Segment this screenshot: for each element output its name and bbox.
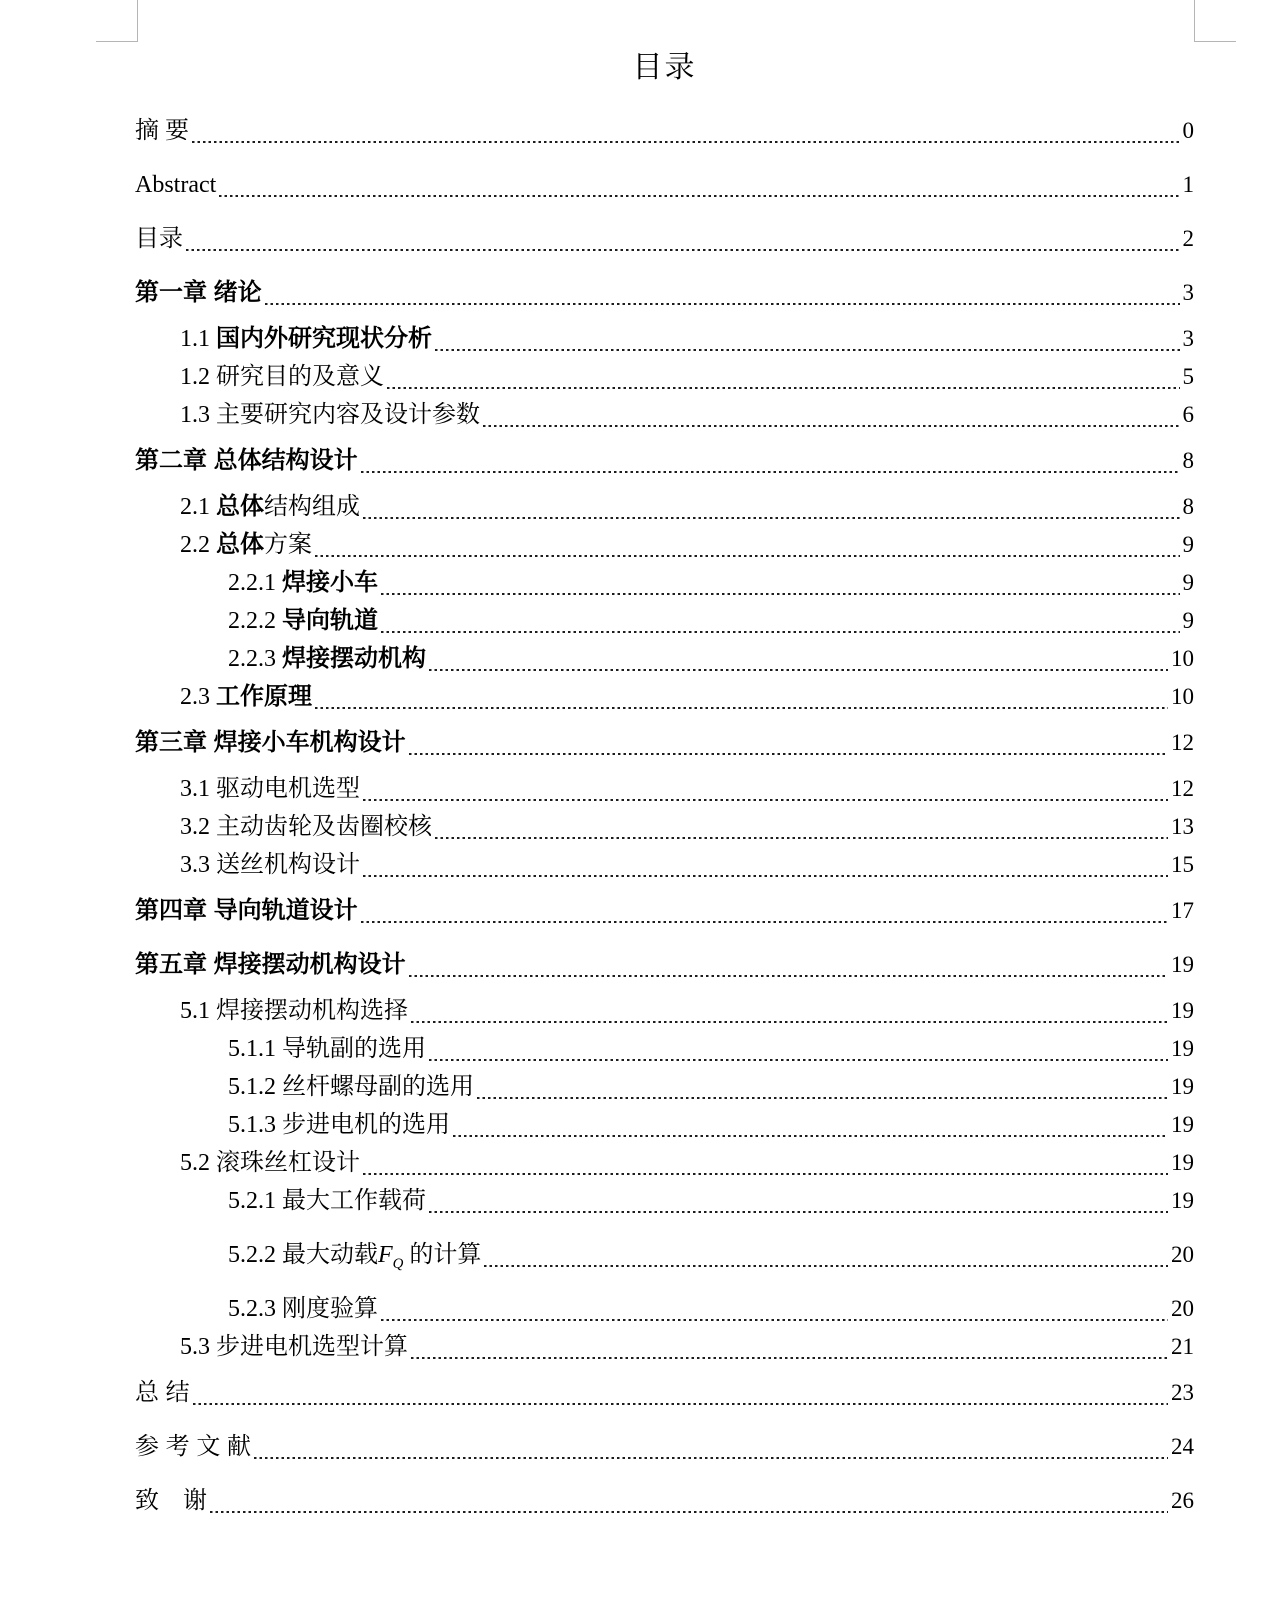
toc-entry-label xyxy=(228,1107,450,1144)
page-number: 19 xyxy=(1171,1112,1194,1137)
toc-entry-text-segment: 1.1 xyxy=(180,326,216,352)
toc-entry-label xyxy=(228,1291,378,1328)
toc-entry[interactable] xyxy=(135,320,1194,358)
toc-entry-text-segment: 5.1.3 步进电机的选用 xyxy=(228,1112,450,1138)
toc-entry[interactable] xyxy=(135,724,1194,762)
toc-entry-text-segment: 3.2 主动齿轮及齿圈校核 xyxy=(180,814,432,840)
page-number: 3 xyxy=(1182,280,1194,305)
toc-entry-text-segment: 5.2.2 最大动载 xyxy=(228,1242,378,1268)
toc-entry-label xyxy=(180,809,432,846)
page-number: 19 xyxy=(1171,1036,1194,1061)
page-number: 5 xyxy=(1182,364,1194,389)
toc-entry-text-segment: 总 结 xyxy=(135,1379,190,1406)
toc-entry[interactable] xyxy=(135,1068,1194,1106)
leader-dots xyxy=(315,706,1168,709)
toc-entry-text-segment: 第四章 导向轨道设计 xyxy=(135,897,358,924)
toc-entry-label xyxy=(135,167,216,204)
toc-entry[interactable] xyxy=(135,1236,1194,1274)
toc-entry[interactable] xyxy=(135,442,1194,480)
toc-entry-label xyxy=(135,113,189,150)
toc-entry-label xyxy=(135,946,406,984)
toc-entry-label xyxy=(228,1031,426,1068)
toc-entry[interactable] xyxy=(135,678,1194,716)
toc-entry-text-segment: 的计算 xyxy=(403,1242,482,1268)
toc-entry-text-segment: 致 谢 xyxy=(135,1487,207,1514)
page-number: 19 xyxy=(1171,1150,1194,1175)
toc-entry-text-segment: 参 考 文 献 xyxy=(135,1433,252,1460)
leader-dots xyxy=(210,1510,1168,1513)
toc-entry-text-segment: 摘 要 xyxy=(135,118,189,144)
toc-entry-text-segment: 5.1 焊接摆动机构选择 xyxy=(180,998,408,1024)
page-number: 0 xyxy=(1182,118,1194,143)
toc-entry-label xyxy=(135,442,358,480)
toc-entry-label xyxy=(228,1237,481,1274)
toc-entry-label xyxy=(228,1069,474,1106)
toc-entry-text-segment: 1.2 研究目的及意义 xyxy=(180,364,384,390)
toc-title: 目录 xyxy=(632,51,697,84)
toc-entry-text-segment: 总体 xyxy=(216,493,264,520)
page-number: 19 xyxy=(1171,952,1194,977)
page-number: 19 xyxy=(1171,1188,1194,1213)
toc-list xyxy=(135,104,1194,1528)
page-number: 24 xyxy=(1171,1434,1194,1459)
page-number: 20 xyxy=(1171,1242,1194,1267)
leader-dots xyxy=(192,140,1180,143)
leader-dots xyxy=(363,1172,1168,1175)
page-number: 26 xyxy=(1171,1488,1194,1513)
toc-entry[interactable] xyxy=(135,1374,1194,1412)
toc-entry[interactable] xyxy=(135,564,1194,602)
leader-dots xyxy=(429,668,1168,671)
toc-entry-text-segment: 第三章 焊接小车机构设计 xyxy=(135,729,406,756)
page-number: 6 xyxy=(1182,402,1194,427)
toc-entry[interactable] xyxy=(135,640,1194,678)
page-number: 9 xyxy=(1182,570,1194,595)
toc-entry-text-segment: 国内外研究现状分析 xyxy=(216,325,432,352)
leader-dots xyxy=(381,630,1180,633)
toc-entry[interactable] xyxy=(135,1030,1194,1068)
toc-entry-text-segment: 第二章 总体结构设计 xyxy=(135,447,358,474)
leader-dots xyxy=(363,874,1168,877)
page-number: 8 xyxy=(1182,448,1194,473)
toc-entry[interactable] xyxy=(135,274,1194,312)
toc-entry-label xyxy=(228,602,378,640)
page-number: 20 xyxy=(1171,1296,1194,1321)
page-number: 10 xyxy=(1171,646,1194,671)
toc-entry-text-segment: Abstract xyxy=(135,172,217,198)
toc-entry-label xyxy=(135,1428,251,1466)
page-number: 15 xyxy=(1171,852,1194,877)
toc-entry-text-segment: 3.3 送丝机构设计 xyxy=(180,852,360,878)
toc-entry-label xyxy=(180,1329,408,1366)
toc-entry[interactable] xyxy=(135,992,1194,1030)
toc-entry[interactable] xyxy=(135,602,1194,640)
toc-entry[interactable] xyxy=(135,808,1194,846)
leader-dots xyxy=(381,592,1180,595)
leader-dots xyxy=(483,424,1180,427)
leader-dots xyxy=(193,1402,1168,1405)
toc-entry[interactable] xyxy=(135,1428,1194,1466)
leader-dots xyxy=(409,752,1168,755)
toc-entry-label xyxy=(180,1145,360,1182)
toc-entry-text-segment: 5.2.3 刚度验算 xyxy=(228,1296,378,1322)
toc-entry-label xyxy=(135,274,262,312)
page-number: 12 xyxy=(1171,776,1194,801)
leader-dots xyxy=(484,1264,1168,1267)
toc-entry-text-segment: 第五章 焊接摆动机构设计 xyxy=(135,951,406,978)
toc-entry-text-segment: 总体 xyxy=(216,531,264,558)
toc-entry[interactable] xyxy=(135,892,1194,930)
toc-entry[interactable] xyxy=(135,770,1194,808)
toc-entry[interactable] xyxy=(135,396,1194,434)
toc-entry-label xyxy=(135,724,406,762)
toc-entry-label xyxy=(180,993,408,1030)
toc-entry-text-segment: 5.2 滚珠丝杠设计 xyxy=(180,1150,360,1176)
toc-entry[interactable] xyxy=(135,166,1194,204)
leader-dots xyxy=(429,1210,1168,1213)
margin-crop-mark-top-right xyxy=(1194,0,1236,42)
toc-entry-text-segment: 焊接小车 xyxy=(282,569,378,596)
page-number: 10 xyxy=(1171,684,1194,709)
page-number: 1 xyxy=(1182,172,1194,197)
toc-entry-text-segment: 5.2.1 最大工作载荷 xyxy=(228,1188,426,1214)
page-number: 19 xyxy=(1171,1074,1194,1099)
toc-entry-text-segment: 导向轨道 xyxy=(282,607,378,634)
toc-entry-label xyxy=(180,526,312,564)
page-number: 17 xyxy=(1171,898,1194,923)
toc-entry[interactable] xyxy=(135,112,1194,150)
toc-entry-label xyxy=(180,320,432,358)
page-number: 9 xyxy=(1182,608,1194,633)
toc-entry-text-segment: 2.1 xyxy=(180,494,216,520)
toc-entry-label xyxy=(180,771,360,808)
toc-entry[interactable] xyxy=(135,526,1194,564)
toc-entry-text-segment: 5.1.2 丝杆螺母副的选用 xyxy=(228,1074,474,1100)
page-number: 9 xyxy=(1182,532,1194,557)
leader-dots xyxy=(254,1456,1168,1459)
leader-dots xyxy=(219,194,1179,197)
toc-entry-text-segment: 2.2.3 xyxy=(228,646,282,672)
leader-dots xyxy=(361,470,1180,473)
page-number: 23 xyxy=(1171,1380,1194,1405)
leader-dots xyxy=(361,920,1168,923)
toc-entry-text-segment: 5.3 步进电机选型计算 xyxy=(180,1334,408,1360)
leader-dots xyxy=(186,248,1180,251)
toc-entry[interactable] xyxy=(135,1290,1194,1328)
toc-entry[interactable] xyxy=(135,1182,1194,1220)
toc-entry-text-segment: 方案 xyxy=(264,532,312,558)
toc-entry-text-segment: 工作原理 xyxy=(216,683,312,710)
toc-entry-text-segment: 2.2 xyxy=(180,532,216,558)
toc-entry-label xyxy=(180,678,312,716)
toc-entry-label xyxy=(228,640,426,678)
leader-dots xyxy=(411,1356,1168,1359)
leader-dots xyxy=(411,1020,1168,1023)
toc-entry-text-segment: 2.3 xyxy=(180,684,216,710)
leader-dots xyxy=(315,554,1180,557)
toc-entry-text-segment: 2.2.2 xyxy=(228,608,282,634)
toc-entry[interactable] xyxy=(135,1328,1194,1366)
page-number: 19 xyxy=(1171,998,1194,1023)
toc-entry-text-segment: 5.1.1 导轨副的选用 xyxy=(228,1036,426,1062)
toc-entry-label xyxy=(228,564,378,602)
page-number: 12 xyxy=(1171,730,1194,755)
toc-entry-label xyxy=(180,359,384,396)
page-number: 13 xyxy=(1171,814,1194,839)
toc-entry-text-segment: 焊接摆动机构 xyxy=(282,645,426,672)
leader-dots xyxy=(363,516,1180,519)
leader-dots xyxy=(409,974,1168,977)
toc-entry-text-segment: 第一章 绪论 xyxy=(135,279,262,306)
formula-subscript: Q xyxy=(392,1255,404,1272)
leader-dots xyxy=(435,348,1180,351)
toc-entry[interactable] xyxy=(135,358,1194,396)
toc-entry-label xyxy=(135,1374,190,1412)
leader-dots xyxy=(477,1096,1168,1099)
toc-entry-label xyxy=(135,1482,207,1520)
page-number: 8 xyxy=(1182,494,1194,519)
toc-entry-label xyxy=(228,1183,426,1220)
leader-dots xyxy=(429,1058,1168,1061)
toc-entry[interactable] xyxy=(135,220,1194,258)
toc-page-content xyxy=(135,48,1194,1528)
toc-entry[interactable] xyxy=(135,946,1194,984)
toc-entry[interactable] xyxy=(135,1144,1194,1182)
leader-dots xyxy=(387,386,1180,389)
margin-crop-mark-top-left xyxy=(96,0,138,42)
toc-entry-text-segment: 1.3 主要研究内容及设计参数 xyxy=(180,402,480,428)
toc-entry[interactable] xyxy=(135,1482,1194,1520)
leader-dots xyxy=(265,302,1180,305)
toc-entry-label xyxy=(180,847,360,884)
leader-dots xyxy=(453,1134,1168,1137)
toc-entry-text-segment: 3.1 驱动电机选型 xyxy=(180,776,360,802)
toc-entry[interactable] xyxy=(135,1106,1194,1144)
toc-entry-text-segment: $F_Q$ xyxy=(378,1242,404,1272)
toc-entry-text-segment: 目录 xyxy=(135,226,183,252)
toc-entry-label xyxy=(135,892,358,930)
toc-entry-label xyxy=(180,488,360,526)
toc-entry-text-segment: 结构组成 xyxy=(264,494,360,520)
page-number: 21 xyxy=(1171,1334,1194,1359)
leader-dots xyxy=(363,798,1168,801)
toc-entry-label xyxy=(135,221,183,258)
toc-entry-label xyxy=(180,397,480,434)
leader-dots xyxy=(435,836,1168,839)
page-number: 3 xyxy=(1182,326,1194,351)
toc-entry-text-segment: 2.2.1 xyxy=(228,570,282,596)
leader-dots xyxy=(381,1318,1168,1321)
toc-entry[interactable] xyxy=(135,846,1194,884)
toc-entry[interactable] xyxy=(135,488,1194,526)
page-number: 2 xyxy=(1182,226,1194,251)
